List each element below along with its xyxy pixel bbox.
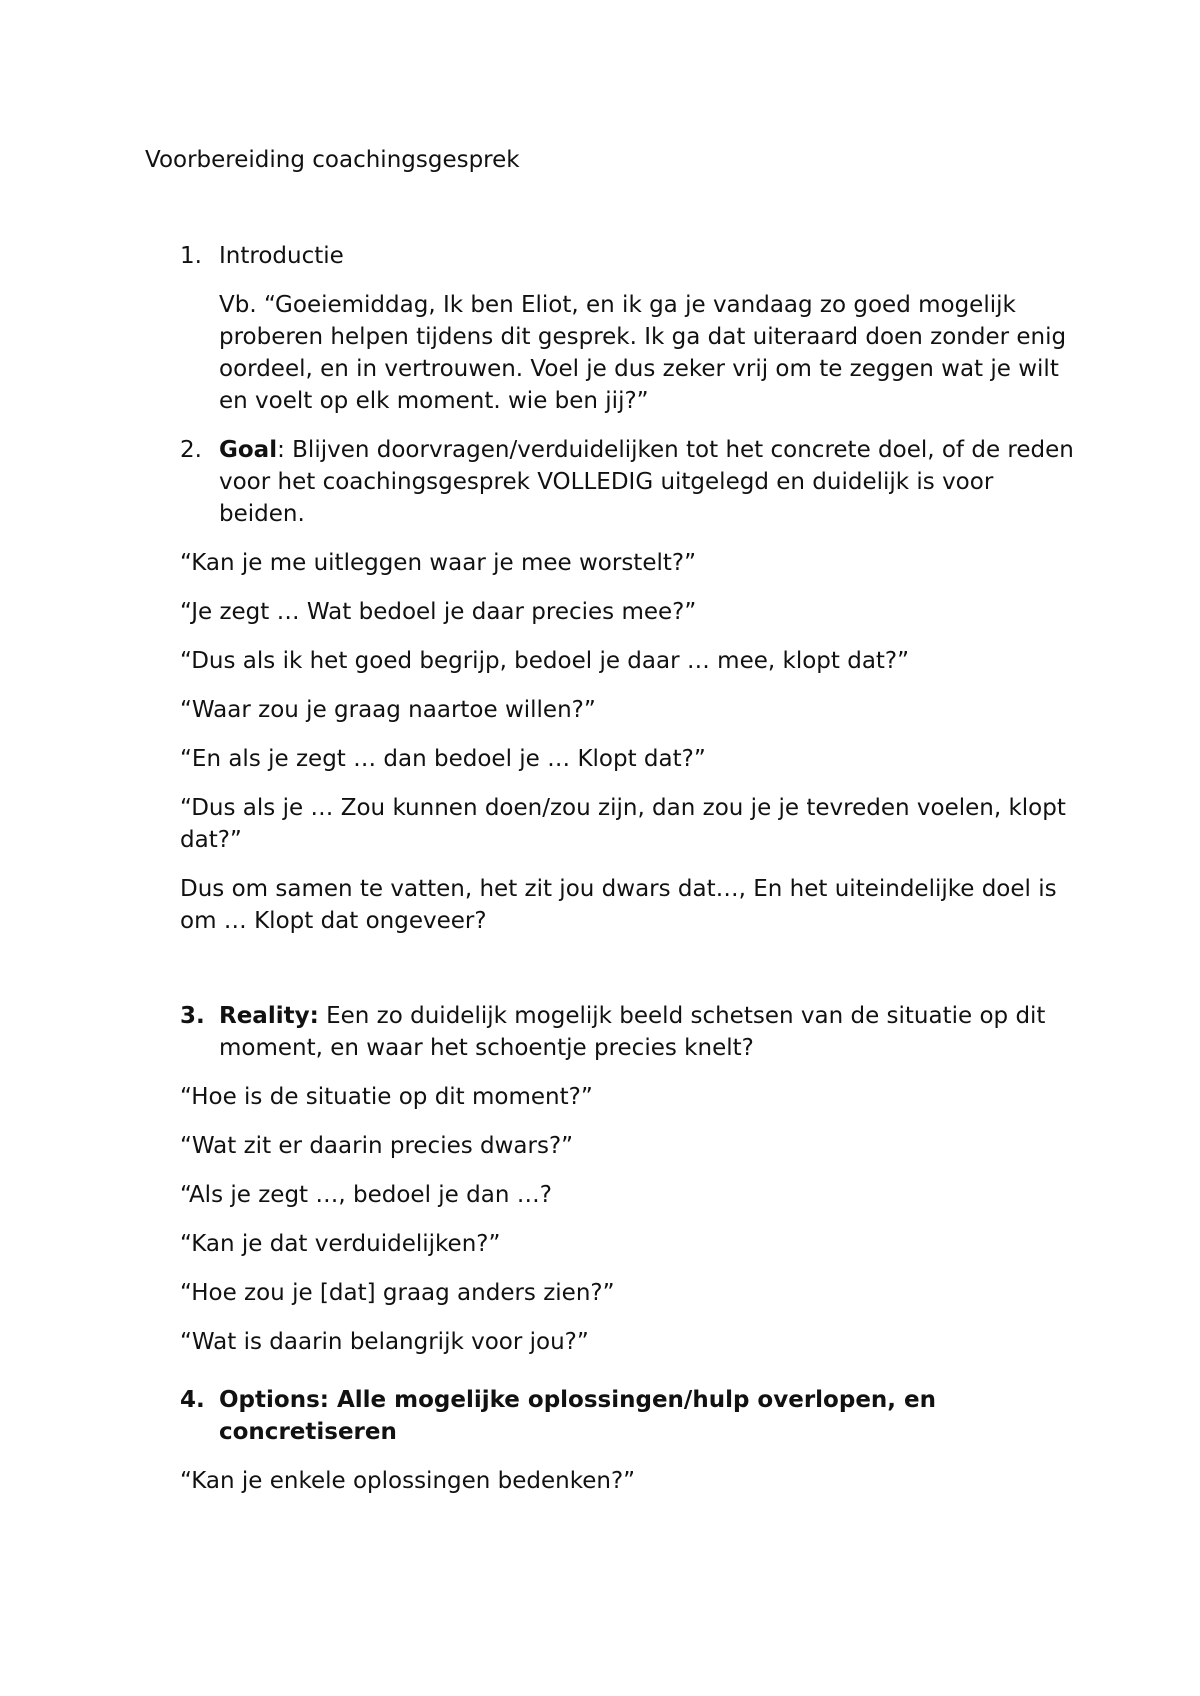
section-options xyxy=(180,1384,1080,1497)
section-heading: Introductie xyxy=(219,243,344,269)
list-item-introductie xyxy=(180,240,1080,272)
goal-label: Goal xyxy=(219,437,278,463)
list-item-goal xyxy=(180,434,1080,530)
reality-question: “Wat zit er daarin precies dwars?” xyxy=(180,1133,574,1159)
options-heading: Options: Alle mogelijke oplossingen/hulp overlopen, en concretiseren xyxy=(219,1387,937,1445)
section-goal xyxy=(180,434,1080,937)
reality-description: Een zo duidelijk mogelijk beeld schetsen van de situatie op dit moment, en waar het schoentje precies knelt? xyxy=(219,1003,1046,1061)
reality-question: “Hoe zou je [dat] graag anders zien?” xyxy=(180,1280,615,1306)
goal-question: “Je zegt … Wat bedoel je daar precies mee?” xyxy=(180,599,697,625)
goal-question: “Dus als je … Zou kunnen doen/zou zijn, dan zou je je tevreden voelen, klopt dat?” xyxy=(180,795,1066,853)
list-item-reality xyxy=(180,1000,1080,1064)
goal-question: “En als je zegt … dan bedoel je … Klopt dat?” xyxy=(180,746,706,772)
intro-example: Vb. “Goeiemiddag, Ik ben Eliot, en ik ga je vandaag zo goed mogelijk proberen helpen tijdens dit gesprek. Ik ga dat uiteraard doen zonder enig oordeel, en in vertrouwen. Voel je dus zeker vrij om te zeggen wat je wilt en voelt op elk moment. wie ben jij?” xyxy=(219,292,1067,414)
goal-summary: Dus om samen te vatten, het zit jou dwars dat…, En het uiteindelijke doel is om … Klopt dat ongeveer? xyxy=(180,876,1057,934)
list-item-options xyxy=(180,1384,1080,1448)
goal-description: : Blijven doorvragen/verduidelijken tot het concrete doel, of de reden voor het coachingsgesprek VOLLEDIG uitgelegd en duidelijk is voor beiden. xyxy=(219,437,1074,527)
options-question: “Kan je enkele oplossingen bedenken?” xyxy=(180,1468,636,1494)
reality-question: “Hoe is de situatie op dit moment?” xyxy=(180,1084,593,1110)
reality-question: “Wat is daarin belangrijk voor jou?” xyxy=(180,1329,589,1355)
list-number: 4. xyxy=(180,1387,205,1413)
document-title: Voorbereiding coachingsgesprek xyxy=(145,147,520,173)
goal-question: “Waar zou je graag naartoe willen?” xyxy=(180,697,596,723)
list-number: 2. xyxy=(180,437,202,463)
reality-question: “Kan je dat verduidelijken?” xyxy=(180,1231,501,1257)
goal-question: “Kan je me uitleggen waar je mee worstelt?” xyxy=(180,550,697,576)
reality-question: “Als je zegt …, bedoel je dan …? xyxy=(180,1182,552,1208)
section-introductie xyxy=(180,240,1080,417)
list-number: 1. xyxy=(180,243,202,269)
list-number: 3. xyxy=(180,1003,205,1029)
goal-question: “Dus als ik het goed begrijp, bedoel je daar … mee, klopt dat?” xyxy=(180,648,910,674)
reality-label: Reality: xyxy=(219,1003,319,1029)
section-reality xyxy=(180,1000,1080,1358)
